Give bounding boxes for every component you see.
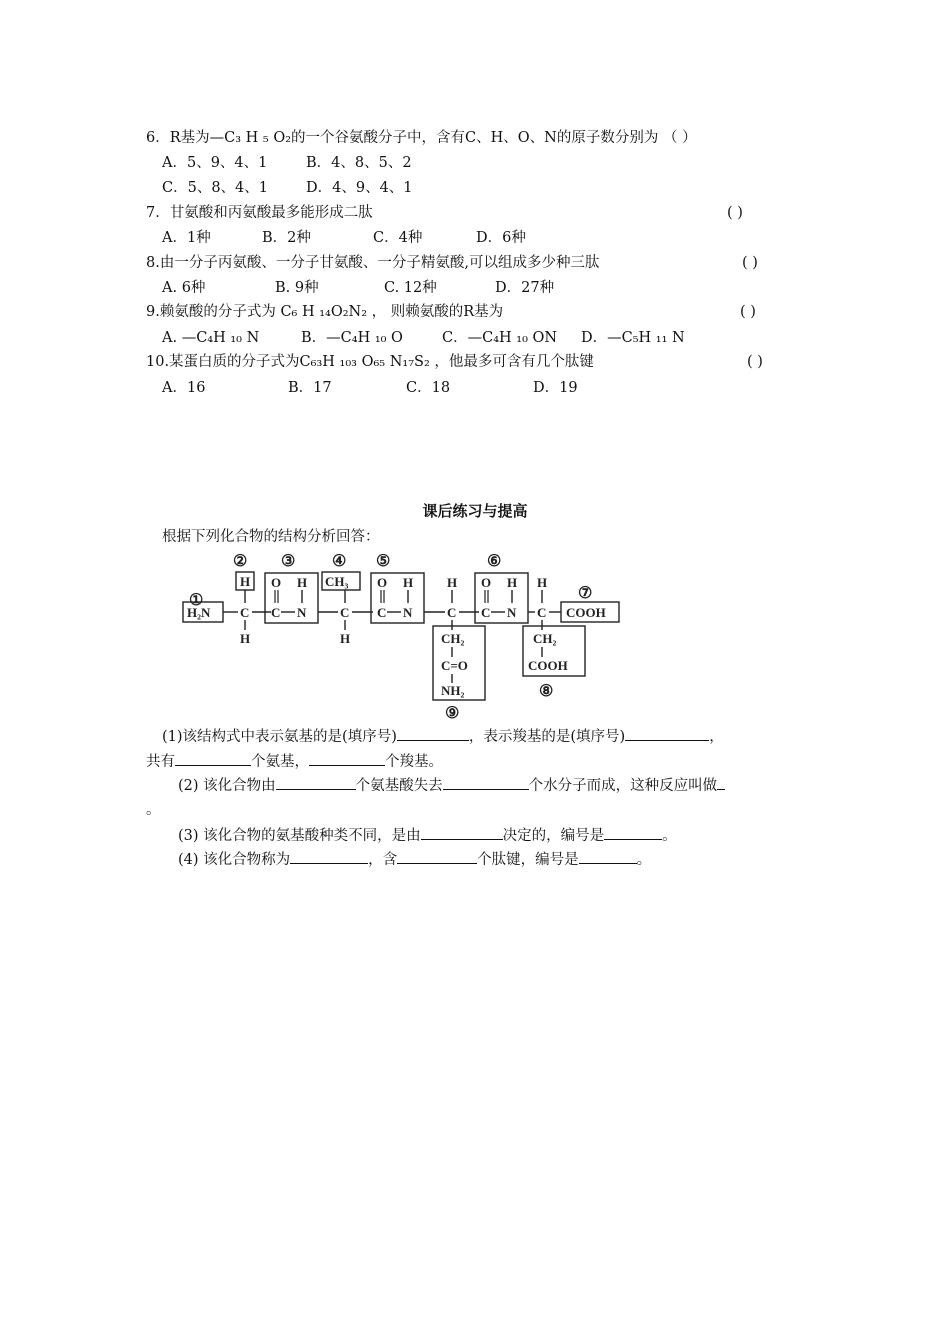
section-title: 课后练习与提高 [422, 502, 528, 520]
subq-2-text-b: 个氨基酸失去 [355, 778, 443, 794]
q6-option-d: D．4、9、4、1 [306, 180, 413, 196]
pep2-n: N [403, 605, 413, 620]
q10-option-d: D．19 [533, 380, 578, 396]
question-7-stem: 7．甘氨酸和丙氨酸最多能形成二肽 [146, 205, 373, 221]
label-9: ⑨ [445, 705, 460, 720]
q10-option-b: B．17 [288, 380, 332, 396]
sc9-ch2: CH₂ [441, 631, 465, 646]
pep2-h: H [403, 575, 414, 590]
pep3-n: N [507, 605, 517, 620]
subq-2-text-c: 个水分子而成，这种反应叫做 [528, 778, 718, 794]
label-2: ② [233, 553, 248, 570]
q9-option-d: D．—C₅H ₁₁ N [581, 330, 685, 346]
q9-option-a: A. —C₄H ₁₀ N [162, 330, 260, 346]
question-8-stem: 8.由一分子丙氨酸、一分子甘氨酸、一分子精氨酸,可以组成多少种三肽 [146, 255, 600, 271]
subq-2-blank-reaction[interactable] [717, 775, 725, 790]
subq-1-text-a: (1)该结构式中表示氨基的是(填序号) [162, 729, 397, 745]
q7-option-a: A．1种 [162, 230, 211, 246]
h-top-4: H [537, 575, 548, 590]
pep3-o: O [481, 575, 492, 590]
q7-option-d: D．6种 [476, 230, 526, 246]
q9-answer-paren: ( ) [740, 304, 756, 320]
subq-2-line1 [178, 775, 725, 796]
label-4: ④ [332, 553, 347, 570]
q6-option-b: B．4、8、5、2 [306, 155, 412, 171]
q9-option-c: C．—C₄H ₁₀ ON [442, 330, 558, 346]
q8-option-c: C. 12种 [384, 280, 437, 296]
subq-1-blank-amino-count[interactable] [175, 751, 251, 766]
q8-option-b: B. 9种 [275, 280, 319, 296]
q10-answer-paren: ( ) [747, 354, 763, 370]
subq-4-text-b: ，含 [368, 852, 398, 868]
c-alpha-2: C [340, 605, 350, 620]
subq-1-text-c: ， [709, 729, 724, 745]
sc8-ch2: CH₂ [533, 631, 557, 646]
sc9-ceo: C=O [441, 658, 468, 673]
subq-1-line2 [146, 751, 443, 772]
q8-answer-paren: ( ) [742, 255, 758, 271]
q8-option-a: A. 6种 [162, 280, 206, 296]
subq-2-blank-aa-count[interactable] [276, 775, 356, 790]
pep1-n: N [297, 605, 307, 620]
pep2-c: C [377, 605, 387, 620]
c-alpha-1: C [240, 605, 250, 620]
subq-1-blank-carboxyl-count[interactable] [309, 751, 385, 766]
pep1-c: C [271, 605, 281, 620]
subq-4-blank-bond-number[interactable] [579, 849, 637, 864]
subq-3-text-a: (3) 该化合物的氨基酸种类不同，是由 [178, 828, 421, 844]
sc9-nh2: NH₂ [441, 683, 465, 698]
sc8-cooh: COOH [528, 658, 568, 673]
label-1: ① [189, 592, 204, 609]
pep3-c: C [481, 605, 491, 620]
subq-3-text-c: 。 [662, 828, 677, 844]
pep2-o: O [377, 575, 388, 590]
subq-2-line2: 。 [146, 802, 161, 818]
h-top-3: H [447, 575, 458, 590]
h-bottom-1: H [240, 631, 251, 646]
subq-4-text-a: (4) 该化合物称为 [178, 852, 291, 868]
q6-option-a: A．5、9、4、1 [162, 155, 268, 171]
question-10-stem: 10.某蛋白质的分子式为C₆₃H ₁₀₃ O₆₅ N₁₇S₂ ，他最多可含有几个肽键 [146, 354, 594, 370]
q7-option-b: B．2种 [262, 230, 311, 246]
carboxyl-7: COOH [566, 605, 606, 620]
q10-option-c: C．18 [406, 380, 451, 396]
q7-option-c: C．4种 [373, 230, 423, 246]
q9-option-b: B．—C₄H ₁₀ O [301, 330, 403, 346]
subq-4-text-c: 个肽键，编号是 [477, 852, 579, 868]
q7-answer-paren: ( ) [727, 205, 743, 221]
question-6-stem: 6．R基为—C₃ H ₅ O₂的一个谷氨酸分子中，含有C、H、O、N的原子数分别为 （ ） [146, 130, 697, 146]
subq-4-line [178, 849, 651, 870]
pep3-h: H [507, 575, 518, 590]
amino-group: H₂N [187, 605, 211, 620]
subq-1-text-d: 共有 [146, 754, 175, 770]
subq-2-text-a: (2) 该化合物由 [178, 778, 276, 794]
subq-3-blank-number[interactable] [604, 825, 662, 840]
subq-3-text-b: 决定的，编号是 [502, 828, 605, 844]
c-alpha-4: C [537, 605, 547, 620]
question-9-stem: 9.赖氨酸的分子式为 C₆ H ₁₄O₂N₂ ， 则赖氨酸的R基为 [146, 304, 504, 320]
q6-option-c: C．5、8、4、1 [162, 180, 268, 196]
label-3: ③ [281, 553, 296, 570]
r-group-h: H [240, 574, 251, 589]
label-7: ⑦ [578, 585, 593, 602]
subq-1-blank-carboxyl[interactable] [625, 726, 709, 741]
r-group-ch3: CH₃ [325, 574, 349, 589]
q8-option-d: D．27种 [495, 280, 555, 296]
subq-2-blank-water-count[interactable] [443, 775, 529, 790]
c-alpha-3: C [447, 605, 457, 620]
pep1-h: H [297, 575, 308, 590]
h-bottom-2: H [340, 631, 351, 646]
subq-3-line [178, 825, 677, 846]
subq-1-text-f: 个羧基。 [385, 754, 443, 770]
subq-4-text-d: 。 [636, 852, 652, 868]
q10-option-a: A．16 [162, 380, 206, 396]
label-6: ⑥ [487, 553, 502, 570]
intro-text: 根据下列化合物的结构分析回答： [162, 529, 380, 545]
subq-1-line1 [162, 726, 724, 747]
subq-1-text-b: ，表示羧基的是(填序号) [468, 729, 626, 745]
subq-1-text-e: 个氨基， [251, 754, 309, 770]
tripeptide-structure-diagram [175, 550, 630, 720]
subq-4-blank-name[interactable] [290, 849, 368, 864]
subq-4-blank-bond-count[interactable] [397, 849, 477, 864]
pep1-o: O [271, 575, 282, 590]
label-5: ⑤ [376, 553, 391, 570]
label-8: ⑧ [539, 683, 554, 700]
subq-3-blank-determinant[interactable] [421, 825, 503, 840]
subq-1-blank-amino[interactable] [397, 726, 469, 741]
